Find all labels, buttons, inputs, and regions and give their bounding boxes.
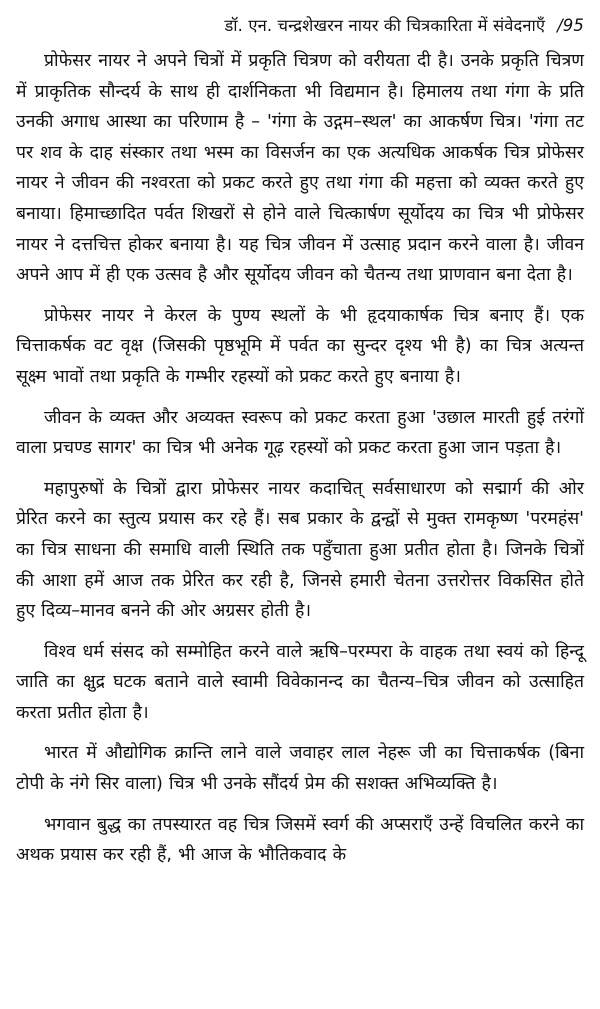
paragraph-buddha-painting: भगवान बुद्ध का तपस्यारत वह चित्र जिसमें स्वर्ग की अप्सराएँ उन्हें विचलित करने का अथक प्रयास कर रही हैं, भी आज के भौतिकवाद के [16, 814, 584, 866]
paragraph-kerala-holy-places: प्रोफेसर नायर ने केरल के पुण्य स्थलों के भी हृदयाकार्षक चित्र बनाए हैं। एक चित्ताकर्षक वट वृक्ष (जिसकी पृष्ठभूमि में पर्वत का सुन्दर दृश्य भी है) का चित्र अत्यन्त सूक्ष्म भावों तथा प्रकृति के गम्भीर रहस्यों को प्रकट करते हुए बनाया है। [16, 305, 584, 387]
body-text [16, 46, 584, 871]
paragraph-nature-painting: प्रोफेसर नायर ने अपने चित्रों में प्रकृति चित्रण को वरीयता दी है। उनके प्रकृति चित्रण में प्राकृतिक सौन्दर्य के साथ ही दार्शनिकता भी विद्यमान है। हिमालय तथा गंगा के प्रति उनकी अगाध आस्था का परिणाम है – 'गंगा के उद्गम–स्थल' का आकर्षण चित्र। 'गंगा तट पर शव के दाह संस्कार तथा भस्म का विसर्जन का एक अत्यधिक आकर्षक चित्र प्रोफेसर नायर ने जीवन की नश्वरता को प्रकट करते हुए तथा गंगा की महत्ता को व्यक्त करते हुए बनाया। हिमाच्छादित पर्वत शिखरों से होने वाले चित्कार्षण सूर्योदय का चित्र भी प्रोफेसर नायर ने दत्तचित्त होकर बनाया है। यह चित्र जीवन में उत्साह प्रदान करने वाला है। जीवन अपने आप में ही एक उत्सव है और सूर्योदय जीवन को चैतन्य तथा प्राणवान बना देता है। [16, 51, 584, 286]
paragraph-vivekananda-portrait: विश्व धर्म संसद को सम्मोहित करने वाले ऋषि–परम्परा के वाहक तथा स्वयं को हिन्दू जाति का क्षुद्र घटक बताने वाले स्वामी विवेकानन्द का चैतन्य–चित्र जीवन को उत्साहित करता प्रतीत होता है। [16, 641, 584, 723]
page-number: /95 [557, 16, 584, 35]
paragraph-nehru-portrait: भारत में औद्योगिक क्रान्ति लाने वाले जवाहर लाल नेहरू जी का चित्ताकर्षक (बिना टोपी के नंगे सिर वाला) चित्र भी उनके सौंदर्य प्रेम की सशक्त अभिव्यक्ति है। [16, 743, 584, 795]
paragraph-great-men-portraits: महापुरुषों के चित्रों द्वारा प्रोफेसर नायर कदाचित् सर्वसाधारण को सद्मार्ग की ओर प्रेरित करने का स्तुत्य प्रयास कर रहे हैं। सब प्रकार के द्वन्द्वों से मुक्त रामकृष्ण 'परमहंस' का चित्र साधना की समाधि वाली स्थिति तक पहुँचाता हुआ प्रतीत होता है। जिनके चित्रों की आशा हमें आज तक प्रेरित कर रही है, जिनसे हमारी चेतना उत्तरोत्तर विकसित होते हुए दिव्य–मानव बनने की ओर अग्रसर होती है। [16, 478, 584, 622]
paragraph-ocean-painting: जीवन के व्यक्त और अव्यक्त स्वरूप को प्रकट करता हुआ 'उछाल मारती हुई तरंगों वाला प्रचण्ड सागर' का चित्र भी अनेक गूढ़ रहस्यों को प्रकट करता हुआ जान पड़ता है। [16, 407, 584, 459]
running-header [16, 14, 584, 46]
running-header-title: डॉ. एन. चन्द्रशेखरन नायर की चित्रकारिता में संवेदनाएँ [224, 16, 546, 35]
